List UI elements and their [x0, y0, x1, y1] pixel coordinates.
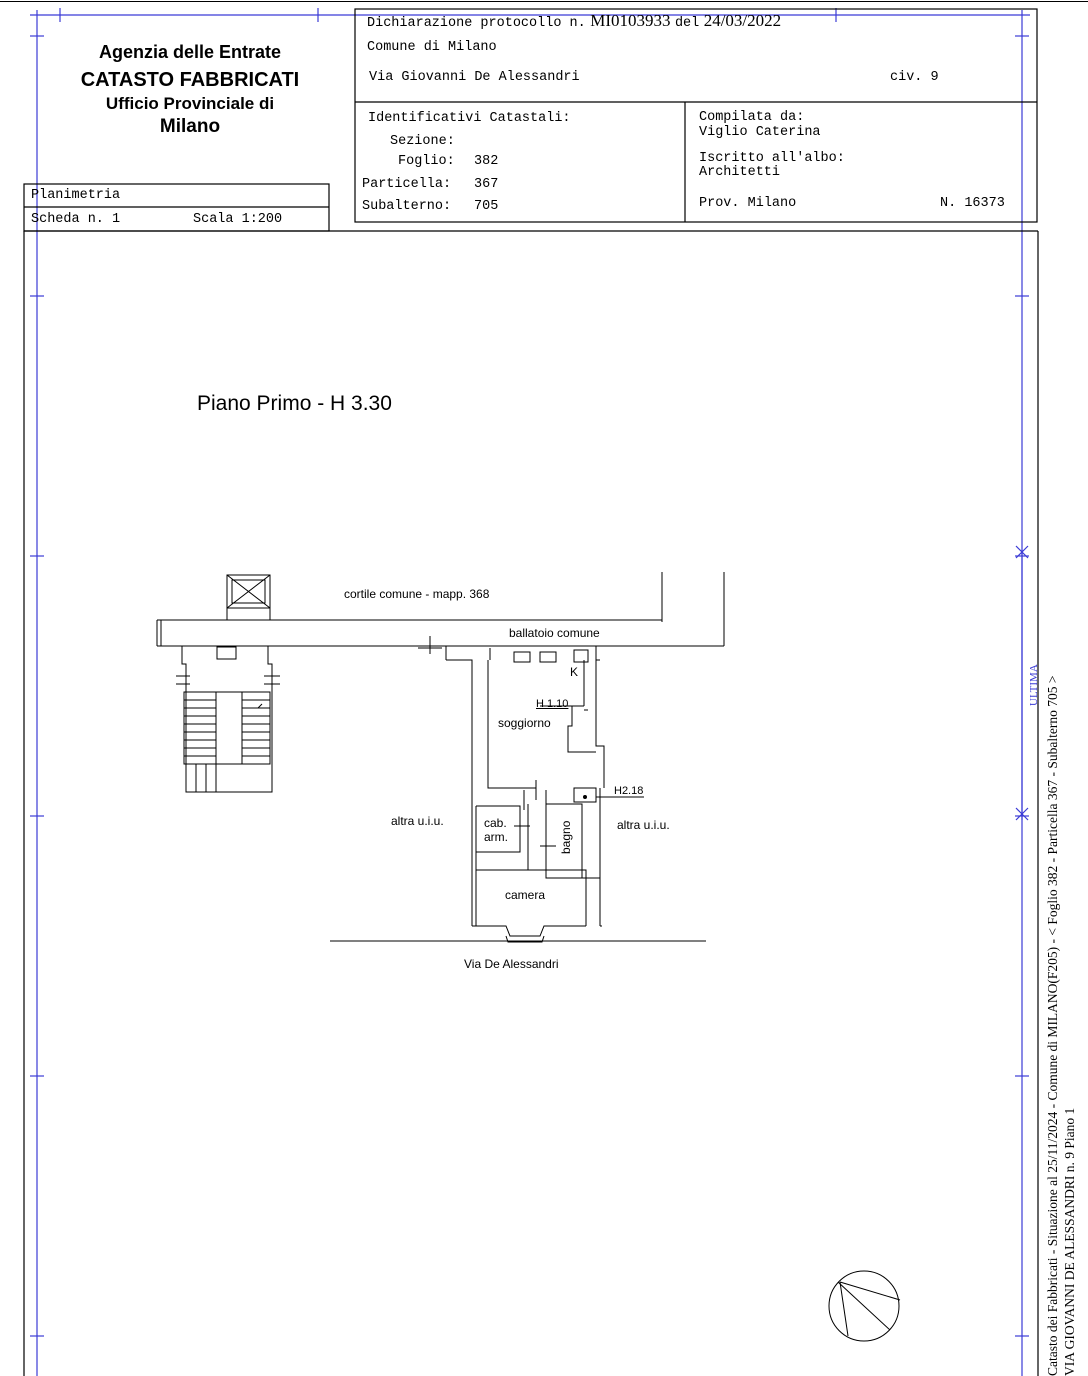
protocol-line	[367, 11, 781, 31]
foglio-label: Foglio:	[398, 154, 455, 169]
prov-value: Milano	[747, 196, 797, 211]
side-text-line2: VIA GIOVANNI DE ALESSANDRI n. 9 Piano 1	[1062, 1107, 1077, 1376]
subalterno-label: Subalterno:	[362, 199, 452, 214]
identifiers-title: Identificativi Catastali:	[368, 111, 571, 126]
office-city: Milano	[159, 115, 221, 137]
agency-header	[40, 42, 340, 139]
cab-label: cab.	[484, 816, 507, 830]
n-label: N.	[940, 196, 957, 211]
kitchen-label: K	[570, 665, 579, 679]
altra-uiu-left: altra u.i.u.	[391, 814, 444, 828]
agency-name: Agenzia delle Entrate	[98, 42, 282, 62]
street-label: Via De Alessandri	[464, 957, 559, 971]
h110-label: H 1.10	[536, 698, 569, 710]
particella-label: Particella:	[362, 177, 452, 192]
altra-uiu-right: altra u.i.u.	[617, 818, 670, 832]
h218-label: H2.18	[614, 785, 644, 797]
planimetria-label: Planimetria	[31, 188, 121, 203]
subalterno-value: 705	[474, 199, 499, 214]
arm-label: arm.	[484, 830, 508, 844]
protocol-date: 24/03/2022	[703, 11, 782, 30]
catasto-title: CATASTO FABBRICATI	[80, 68, 300, 91]
ultima-stamp: ULTIMA	[1028, 664, 1040, 706]
particella-value: 367	[474, 177, 499, 192]
compiler-name: Viglio Caterina	[699, 125, 821, 140]
protocol-number: MI0103933	[590, 11, 671, 30]
registration-line	[940, 196, 1005, 211]
albo-label: Iscritto all'albo:	[699, 151, 845, 166]
prov-line	[699, 196, 796, 211]
plan-title: Piano Primo - H 3.30	[197, 392, 392, 415]
albo-value: Architetti	[699, 165, 781, 180]
protocol-label: Dichiarazione protocollo n.	[367, 16, 586, 31]
address: Via Giovanni De Alessandri	[369, 70, 580, 85]
ballatoio-label: ballatoio comune	[509, 626, 600, 640]
n-value: 16373	[964, 196, 1005, 211]
scheda-label: Scheda n. 1	[31, 212, 121, 227]
side-text-line1: Catasto dei Fabbricati - Situazione al 25/11/2024 - Comune di MILANO(F205) - < Foglio 382 - Particella 367 - Subalterno 705 >	[1045, 675, 1060, 1376]
protocol-del: del	[674, 16, 700, 31]
foglio-value: 382	[474, 154, 499, 169]
comune: Comune di Milano	[367, 40, 497, 55]
sezione-label: Sezione:	[390, 134, 455, 149]
bagno-label: bagno	[559, 820, 573, 854]
prov-label: Prov.	[699, 196, 740, 211]
camera-label: camera	[505, 888, 546, 902]
scala-label: Scala 1:200	[193, 212, 283, 227]
civic-number: civ. 9	[890, 70, 939, 85]
soggiorno-label: soggiorno	[498, 716, 551, 730]
cortile-label: cortile comune - mapp. 368	[344, 587, 490, 601]
compiler-label: Compilata da:	[699, 110, 805, 125]
office-label: Ufficio Provinciale di	[105, 93, 275, 113]
